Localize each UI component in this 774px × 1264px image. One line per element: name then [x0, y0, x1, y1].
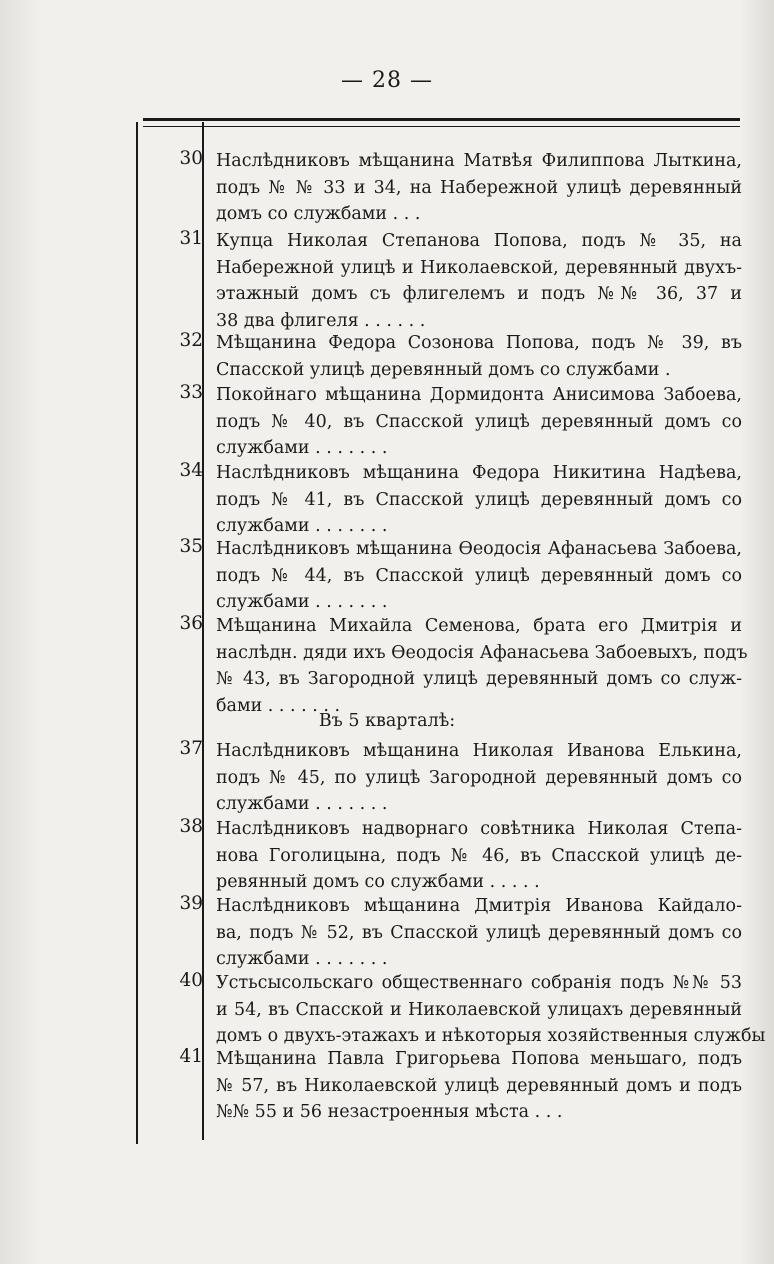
entry-number: 38 — [179, 816, 203, 837]
entry-line: домъ о двухъ-этажахъ и нѣкоторыя хозяйственныя службы — [216, 1026, 766, 1046]
entry-line: службами . . . . . . . — [216, 592, 388, 612]
entry-number: 41 — [179, 1046, 203, 1067]
entry-line: нова Гоголицына, подъ № 46, въ Спасской улицѣ де- — [216, 845, 742, 866]
entry-number: 37 — [179, 738, 203, 759]
entry-number: 34 — [179, 460, 203, 481]
entry-line: Мѣщанина Павла Григорьева Попова меньшаго, подъ — [216, 1049, 742, 1069]
entry-text — [216, 1046, 742, 1126]
entry-line: бами . . . . . . . — [216, 695, 341, 716]
entry-text — [216, 536, 742, 616]
entry-number: 36 — [179, 613, 203, 634]
entry-text — [216, 382, 742, 462]
entry-line: Наслѣдниковъ мѣщанина Ѳеодосія Афанасьева Забоева, — [216, 539, 742, 559]
quarter-subheading: Въ 5 кварталѣ: — [318, 711, 456, 731]
entry-line: наслѣдн. дяди ихъ Ѳеодосія Афанасьева Забоевыхъ, подъ — [216, 642, 748, 663]
entry-line: Мѣщанина Михайла Семенова, брата его Дмитрія и — [216, 616, 742, 636]
entry-line: Покойнаго мѣщанина Дормидонта Анисимова Забоева, — [216, 385, 742, 405]
entry-line: 38 два флигеля . . . . . . — [216, 310, 426, 331]
entry-line: и 54, въ Спасской и Николаевской улицахъ деревянный — [216, 999, 742, 1020]
entry-line: этажный домъ съ флигелемъ и подъ №№ 36, 37 и — [216, 284, 742, 304]
table-left-rule — [136, 122, 138, 1144]
entry-line: Наслѣдниковъ мѣщанина Федора Никитина Надѣева, — [216, 463, 742, 483]
entry-line: подъ № 40, въ Спасской улицѣ деревянный домъ со — [216, 411, 742, 432]
entry-line: Спасской улицѣ деревянный домъ со службами . — [216, 359, 671, 380]
entry-line: подъ № № 33 и 34, на Набережной улицѣ деревянный — [216, 177, 742, 198]
entry-line: службами . . . . . . . — [216, 438, 388, 458]
entry-line: ва, подъ № 52, въ Спасской улицѣ деревянный домъ со — [216, 922, 742, 943]
entry-text — [216, 148, 742, 228]
entry-line: Устьсысольскаго общественнаго собранія подъ №№ 53 — [216, 973, 742, 993]
table-top-rule — [143, 118, 740, 127]
entry-line: подъ № 41, въ Спасской улицѣ деревянный домъ со — [216, 489, 742, 510]
entry-number: 40 — [179, 970, 203, 991]
entry-line: домъ со службами . . . — [216, 204, 421, 224]
entry-text — [216, 613, 748, 719]
entry-line: № 43, въ Загородной улицѣ деревянный домъ со служ- — [216, 669, 742, 689]
entry-number: 32 — [179, 330, 203, 351]
entry-line: службами . . . . . . . — [216, 516, 388, 536]
page-number: — 28 — — [341, 68, 433, 93]
entry-line: № 57, въ Николаевской улицѣ деревянный домъ и подъ — [216, 1075, 742, 1096]
entry-line: Мѣщанина Федора Созонова Попова, подъ № 39, въ — [216, 333, 742, 353]
entry-line: ревянный домъ со службами . . . . . — [216, 872, 540, 892]
entry-line: службами . . . . . . . — [216, 949, 388, 969]
entry-text — [216, 738, 742, 818]
entry-text — [216, 330, 742, 383]
entry-text — [216, 970, 766, 1050]
entry-line: подъ № 44, въ Спасской улицѣ деревянный домъ со — [216, 565, 742, 586]
entry-line: №№ 55 и 56 незастроенныя мѣста . . . — [216, 1102, 563, 1122]
entry-number: 31 — [179, 228, 203, 249]
entry-text — [216, 893, 742, 973]
entry-number: 30 — [179, 148, 203, 169]
entry-line: службами . . . . . . . — [216, 794, 388, 814]
entry-line: Наслѣдниковъ мѣщанина Николая Иванова Елькина, — [216, 741, 742, 761]
entry-line: Купца Николая Степанова Попова, подъ № 35, на — [216, 231, 742, 251]
entry-text — [216, 460, 742, 540]
entry-text — [216, 816, 742, 896]
entry-number: 35 — [179, 536, 203, 557]
entry-line: Наслѣдниковъ мѣщанина Матвѣя Филиппова Лыткина, — [216, 151, 742, 171]
entry-line: подъ № 45, по улицѣ Загородной деревянный домъ со — [216, 767, 742, 788]
entry-text — [216, 228, 742, 334]
entry-line: Набережной улицѣ и Николаевской, деревянный двухъ- — [216, 257, 742, 278]
entry-number: 33 — [179, 382, 203, 403]
entry-line: Наслѣдниковъ мѣщанина Дмитрія Иванова Кайдало- — [216, 896, 742, 916]
entry-line: Наслѣдниковъ надворнаго совѣтника Николая Степа- — [216, 819, 742, 839]
entry-number: 39 — [179, 893, 203, 914]
